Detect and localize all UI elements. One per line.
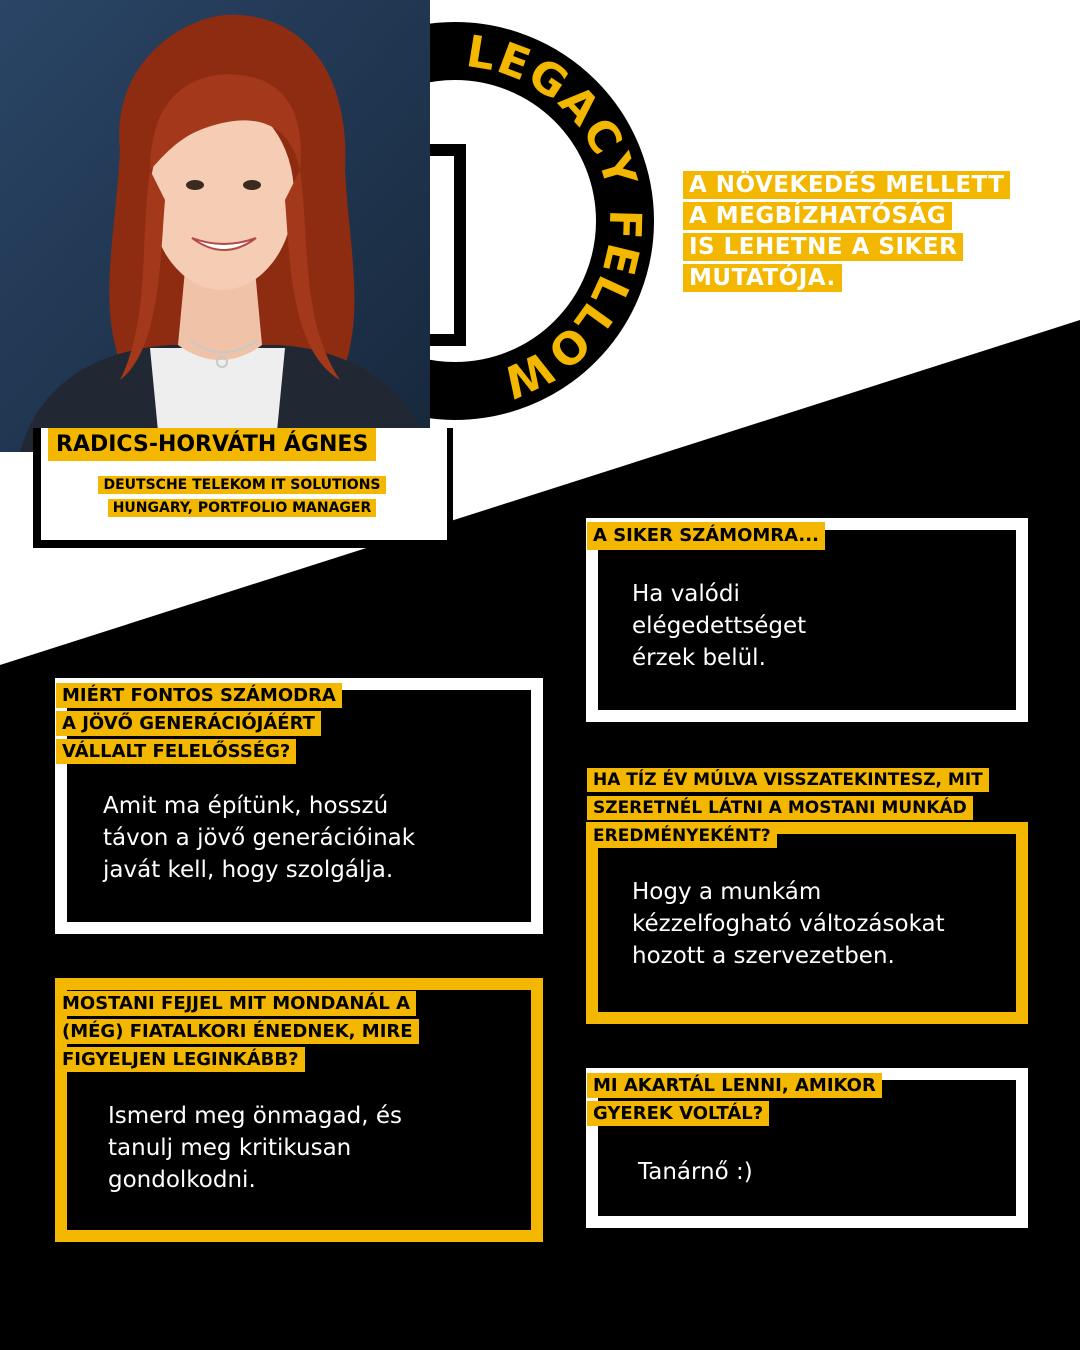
answer-line: gondolkodni. <box>108 1167 256 1193</box>
answer-line: Ha valódi <box>632 581 740 607</box>
headline-line-2: A MEGBÍZHATÓSÁG <box>683 202 952 230</box>
answer-childhood: Tanárnő :) <box>638 1159 753 1185</box>
answer-responsibility <box>103 790 415 886</box>
question-line: SZERETNÉL LÁTNI A MOSTANI MUNKÁD <box>587 796 973 820</box>
question-success: A SIKER SZÁMOMRA... <box>587 522 825 550</box>
question-line: (MÉG) FIATALKORI ÉNEDNEK, MIRE <box>56 1019 419 1044</box>
answer-line: Hogy a munkám <box>632 879 822 905</box>
headline-line-3: IS LEHETNE A SIKER <box>683 233 963 261</box>
question-line: FIGYELJEN LEGINKÁBB? <box>56 1047 305 1072</box>
company-line-2: HUNGARY, PORTFOLIO MANAGER <box>108 499 377 517</box>
question-childhood <box>587 1072 882 1128</box>
answer-line: Ismerd meg önmagad, és <box>108 1103 402 1129</box>
question-younger-self <box>56 990 419 1074</box>
question-line: MIÉRT FONTOS SZÁMODRA <box>56 683 342 708</box>
portrait-photo <box>0 0 430 452</box>
answer-success <box>632 578 806 674</box>
person-name: RADICS-HORVÁTH ÁGNES <box>48 428 376 461</box>
company-line-1: DEUTSCHE TELEKOM IT SOLUTIONS <box>98 476 385 494</box>
question-ten-years <box>587 766 989 850</box>
question-line: MOSTANI FEJJEL MIT MONDANÁL A <box>56 991 416 1016</box>
headline-quote <box>683 170 1043 294</box>
person-company <box>82 474 402 520</box>
answer-line: hozott a szervezetben. <box>632 943 895 969</box>
answer-younger-self <box>108 1100 402 1196</box>
headline-line-4: MUTATÓJA. <box>683 264 842 292</box>
question-line: HA TÍZ ÉV MÚLVA VISSZATEKINTESZ, MIT <box>587 768 989 792</box>
logo-text: LEGACY FELLOW <box>463 26 651 409</box>
answer-line: elégedettséget <box>632 613 807 639</box>
answer-line: érzek belül. <box>632 645 766 671</box>
answer-line: kézzelfogható változásokat <box>632 911 945 937</box>
question-line: A JÖVŐ GENERÁCIÓJÁÉRT <box>56 711 321 736</box>
question-line: VÁLLALT FELELŐSSÉG? <box>56 739 296 764</box>
legacy-fellow-logo <box>420 20 660 420</box>
question-line: EREDMÉNYEKÉNT? <box>587 824 777 848</box>
question-line: MI AKARTÁL LENNI, AMIKOR <box>587 1073 882 1098</box>
answer-line: Amit ma építünk, hosszú <box>103 793 389 819</box>
answer-line: tanulj meg kritikusan <box>108 1135 352 1161</box>
answer-line: távon a jövő generációinak <box>103 825 416 851</box>
question-line: GYEREK VOLTÁL? <box>587 1101 769 1126</box>
answer-line: javát kell, hogy szolgálja. <box>103 857 394 883</box>
question-responsibility <box>56 682 342 766</box>
headline-line-1: A NÖVEKEDÉS MELLETT <box>683 171 1010 199</box>
answer-ten-years <box>632 876 945 972</box>
